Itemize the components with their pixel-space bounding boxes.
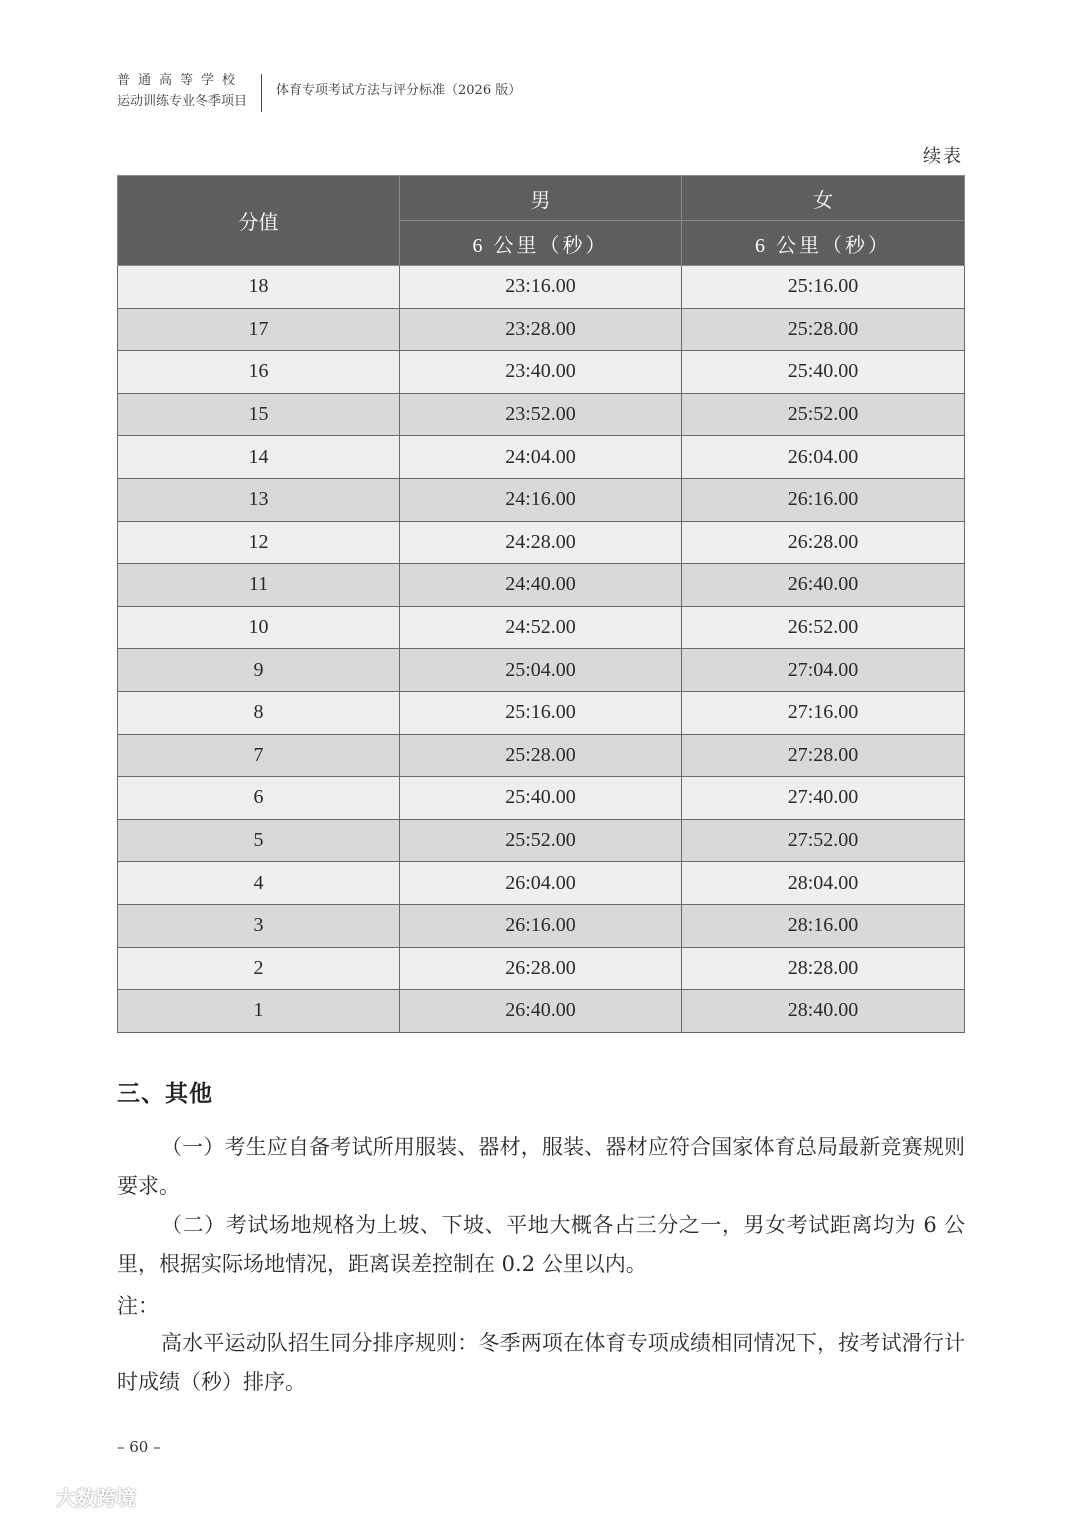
score-cell: 3 bbox=[118, 904, 400, 947]
female-time-cell: 27:28.00 bbox=[682, 734, 965, 777]
table-row bbox=[118, 947, 965, 990]
table-row bbox=[118, 351, 965, 394]
male-time-cell: 24:52.00 bbox=[400, 606, 682, 649]
female-event-header: 6 公里（秒） bbox=[682, 221, 965, 266]
male-time-cell: 23:16.00 bbox=[400, 266, 682, 309]
female-time-cell: 25:28.00 bbox=[682, 308, 965, 351]
male-time-cell: 26:28.00 bbox=[400, 947, 682, 990]
table-row bbox=[118, 436, 965, 479]
table-header-row bbox=[118, 176, 965, 221]
female-time-cell: 27:40.00 bbox=[682, 777, 965, 820]
female-time-cell: 28:40.00 bbox=[682, 990, 965, 1033]
paragraph-equipment: （一）考生应自备考试所用服装、器材，服装、器材应符合国家体育总局最新竞赛规则要求。 bbox=[117, 1135, 965, 1198]
male-time-cell: 25:28.00 bbox=[400, 734, 682, 777]
male-column-header: 男 bbox=[400, 176, 682, 221]
score-cell: 9 bbox=[118, 649, 400, 692]
female-time-cell: 26:04.00 bbox=[682, 436, 965, 479]
page-number: – 60 – bbox=[117, 1438, 161, 1456]
table-row bbox=[118, 777, 965, 820]
table-row bbox=[118, 819, 965, 862]
female-time-cell: 28:28.00 bbox=[682, 947, 965, 990]
watermark-logo-icon bbox=[8, 1484, 52, 1510]
male-time-cell: 25:16.00 bbox=[400, 691, 682, 734]
female-time-cell: 28:04.00 bbox=[682, 862, 965, 905]
table-row bbox=[118, 990, 965, 1033]
male-time-cell: 24:04.00 bbox=[400, 436, 682, 479]
score-cell: 2 bbox=[118, 947, 400, 990]
female-time-cell: 25:40.00 bbox=[682, 351, 965, 394]
female-time-cell: 26:28.00 bbox=[682, 521, 965, 564]
female-time-cell: 27:16.00 bbox=[682, 691, 965, 734]
male-time-cell: 25:40.00 bbox=[400, 777, 682, 820]
score-cell: 11 bbox=[118, 564, 400, 607]
male-time-cell: 26:40.00 bbox=[400, 990, 682, 1033]
score-cell: 13 bbox=[118, 478, 400, 521]
male-time-cell: 24:28.00 bbox=[400, 521, 682, 564]
note-text: 高水平运动队招生同分排序规则：冬季两项在体育专项成绩相同情况下，按考试滑行计时成绩（秒）排序。 bbox=[117, 1331, 965, 1394]
male-time-cell: 26:04.00 bbox=[400, 862, 682, 905]
female-time-cell: 28:16.00 bbox=[682, 904, 965, 947]
score-cell: 1 bbox=[118, 990, 400, 1033]
male-time-cell: 23:28.00 bbox=[400, 308, 682, 351]
table-row bbox=[118, 691, 965, 734]
score-table bbox=[117, 175, 965, 1033]
header-book-title bbox=[117, 70, 247, 112]
female-column-header: 女 bbox=[682, 176, 965, 221]
header-line-1: 普通高等学校 bbox=[117, 73, 244, 88]
score-cell: 17 bbox=[118, 308, 400, 351]
table-row bbox=[118, 904, 965, 947]
male-event-header: 6 公里（秒） bbox=[400, 221, 682, 266]
score-cell: 16 bbox=[118, 351, 400, 394]
table-row bbox=[118, 266, 965, 309]
table-row bbox=[118, 606, 965, 649]
female-time-cell: 26:16.00 bbox=[682, 478, 965, 521]
male-time-cell: 23:40.00 bbox=[400, 351, 682, 394]
table-row bbox=[118, 564, 965, 607]
score-cell: 14 bbox=[118, 436, 400, 479]
note-label: 注： bbox=[117, 1294, 159, 1318]
male-time-cell: 25:52.00 bbox=[400, 819, 682, 862]
score-cell: 4 bbox=[118, 862, 400, 905]
score-cell: 12 bbox=[118, 521, 400, 564]
table-row bbox=[118, 393, 965, 436]
table-row bbox=[118, 734, 965, 777]
male-time-cell: 26:16.00 bbox=[400, 904, 682, 947]
section-heading: 三、其他 bbox=[117, 1080, 213, 1107]
female-time-cell: 25:16.00 bbox=[682, 266, 965, 309]
score-cell: 10 bbox=[118, 606, 400, 649]
score-table-body bbox=[118, 266, 965, 1033]
table-row bbox=[118, 649, 965, 692]
score-cell: 6 bbox=[118, 777, 400, 820]
score-cell: 5 bbox=[118, 819, 400, 862]
table-row bbox=[118, 308, 965, 351]
watermark bbox=[8, 1482, 136, 1511]
score-cell: 7 bbox=[118, 734, 400, 777]
table-row bbox=[118, 478, 965, 521]
male-time-cell: 24:16.00 bbox=[400, 478, 682, 521]
female-time-cell: 25:52.00 bbox=[682, 393, 965, 436]
female-time-cell: 27:52.00 bbox=[682, 819, 965, 862]
male-time-cell: 25:04.00 bbox=[400, 649, 682, 692]
table-row bbox=[118, 862, 965, 905]
continued-table-label: 续表 bbox=[923, 146, 963, 167]
score-cell: 18 bbox=[118, 266, 400, 309]
female-time-cell: 26:52.00 bbox=[682, 606, 965, 649]
header-divider bbox=[261, 74, 262, 112]
table-row bbox=[118, 521, 965, 564]
score-cell: 8 bbox=[118, 691, 400, 734]
score-cell: 15 bbox=[118, 393, 400, 436]
female-time-cell: 26:40.00 bbox=[682, 564, 965, 607]
header-line-2: 运动训练专业冬季项目 bbox=[117, 94, 248, 109]
female-time-cell: 27:04.00 bbox=[682, 649, 965, 692]
watermark-text: 大数跨境 bbox=[56, 1486, 136, 1510]
paragraph-venue: （二）考试场地规格为上坡、下坡、平地大概各占三分之一，男女考试距离均为 6 公里，根据实际场地情况，距离误差控制在 0.2 公里以内。 bbox=[117, 1213, 965, 1276]
male-time-cell: 23:52.00 bbox=[400, 393, 682, 436]
score-column-header: 分值 bbox=[118, 176, 400, 266]
running-header bbox=[117, 70, 521, 112]
header-chapter-title: 体育专项考试方法与评分标准（2026 版） bbox=[276, 83, 522, 98]
male-time-cell: 24:40.00 bbox=[400, 564, 682, 607]
